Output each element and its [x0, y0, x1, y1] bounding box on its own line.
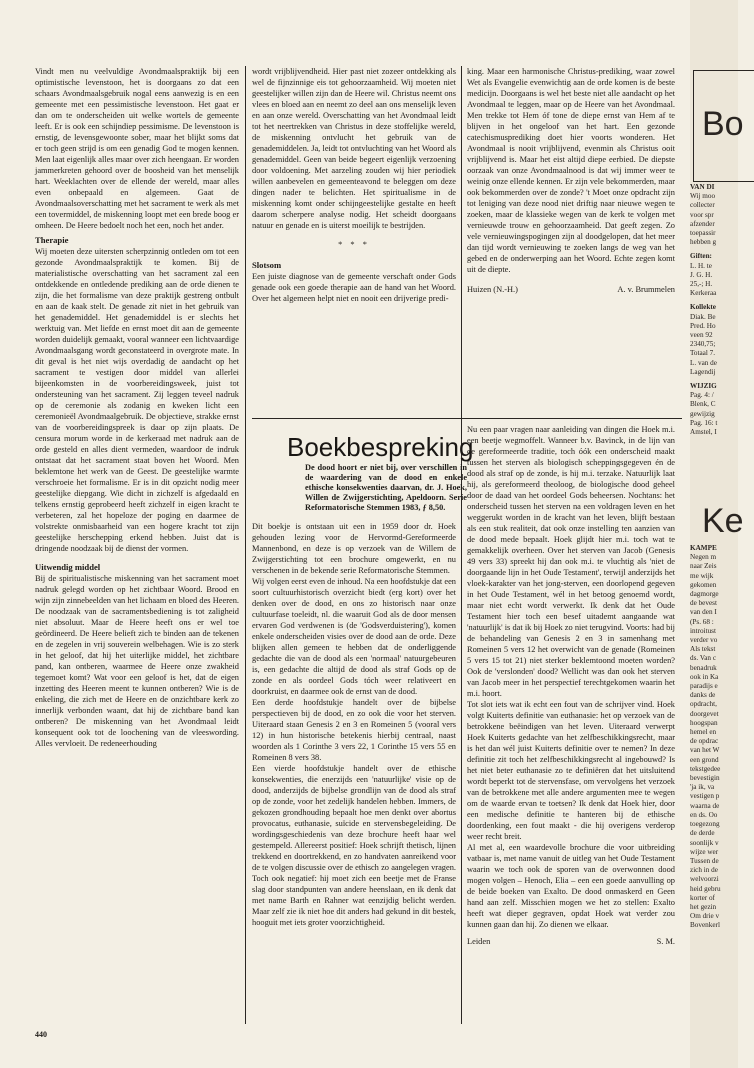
article-signature	[467, 284, 675, 295]
review-signature	[467, 936, 675, 947]
adjacent-line: hebben g	[690, 238, 717, 247]
middle-column-top	[252, 66, 456, 412]
adjacent-line: (Ps. 68 :	[690, 617, 714, 626]
adjacent-line: ook in Ka	[690, 672, 719, 681]
adjacent-subheading: Giften:	[690, 252, 712, 261]
paragraph: Bij de spiritualistische miskenning van het sacrament moet nadruk gelegd worden op het zichtbaar Woord. Brood en wijn zijn zinnebeelden van het lichaam en bloed des Heeren. De noodzaak van de sacramentsbediening is tot zaligheid niet absoluut. Maar de Heere heeft ons er wel toe geördineerd. De Heere belieft zich te binden aan de tekenen en de zegelen in vrij souverein welbehagen. Wie is zo sterk in het geloof, dat hij het uiterlijke middel, het zichtbare pand, kan ontberen, waarmee de Heere onze zwakheid tegemoet komt? Wat voor een geloof is het, dat de eigen inzetting des Heeren meent te kunnen ontberen? Wie is de enkeling, die zich met de Heere en de onzichtbare kerk zo innerlijk verbonden waant, dat hij de zichtbare band kan ontberen? De miskenning van het Avondmaal leidt konsequent ook tot de loochening van de vleeswording. Alles vervloeit. De redeneerhouding	[35, 574, 239, 748]
adjacent-line: collecter	[690, 201, 715, 210]
paragraph: Dit boekje is ontstaan uit een in 1959 door dr. Hoek gehouden lezing voor de Hervormd-Gereformeerde Mannenbond, en deze is op verzoek van de Willem de Zwijgerstichting tot een brochure omgewerkt, en nu verschenen in de bekende serie Reformatorische Stemmen.	[252, 522, 456, 575]
adjacent-line: gekomen	[690, 580, 717, 589]
review-book-info: De dood hoort er niet bij, over verschillen in de waardering van de dood en enkele ethische konsekwenties daarvan, dr. J. Hoek, Willen de Zwijgerstichting, Apeldoorn. Serie Reformatorische Stemmen 1983, ƒ 8,50.	[305, 463, 467, 512]
adjacent-subheading: Kollekte	[690, 303, 716, 312]
adjacent-line: afzender	[690, 219, 715, 228]
adjacent-heading-mid: Ke	[702, 502, 744, 540]
adjacent-line: danks de	[690, 691, 716, 700]
adjacent-line: opdracht,	[690, 700, 717, 709]
adjacent-line: Kerkeraa	[690, 289, 717, 298]
adjacent-line: me wijk	[690, 571, 714, 580]
adjacent-line: van den I	[690, 608, 717, 617]
adjacent-text-block	[690, 183, 717, 437]
adjacent-line: de derde	[690, 829, 715, 838]
adjacent-page-strip	[690, 0, 744, 1068]
adjacent-line: Pag. 16: t	[690, 418, 718, 427]
paragraph: Tot slot iets wat ik echt een fout van de schrijver vind. Hoek volgt Kuiterts definitie van euthanasie: het op verzoek van de betrokkene beëindigen van het leven. Uiteraard verwerpt Hoek Kuiterts gedachte van het zelfbeschikkingsrecht, maar is het dan wél juist Kuiterts definitie over te nemen? In deze definitie zit toch het zelfbeschikkingsrecht al ingebouwd? Is het niet beter euthanasie zo te definiëren dat het uitsluitend wordt beperkt tot de stervensfase, om vervolgens het verzoek van de betrokkene met alle andere argumenten mee te wegen om de waarde ervan te toetsen? Ik denk dat Hoek hier, door een medische definitie te hanteren bij de ethische doordenking, een fout maakt - die hij overigens verderop weer recht breit.	[467, 700, 675, 841]
adjacent-line: dagmorge	[690, 590, 719, 599]
paragraph: wordt vrijblijvendheid. Hier past niet zozeer ontdekking als wel de fijnzinnige eis tot gehoorzaamheid. Wij moeten niet geestelijker willen zijn dan de Heere wil. Christus neemt ons vlees en bloed aan en neemt zo deel aan ons menselijk leven en aan onze wereld. Overschatting van het Avondmaal leidt tot het neertrekken van Christus in deze stoffelijke wereld, de miskenning ontvlucht het gebruik van de genademiddelen. Ja, leidt tot ontvluchting van het Woord als genademiddel. Geen van beide begeert eigenlijk verzoening door voldoening. Met aarzeling zouden wij hier periodiek willen aanbevelen en gemeenteavond te beleggen om deze dingen nader te belichten. Het spiritualisme in de miskenning komt onder schijngeestelijke gestalte en heeft daarom scherpere analyse nodig. Het scheidt doorgaans natuur en genade en is uiterst moeilijk te bestrijden.	[252, 67, 456, 230]
adjacent-lines	[690, 391, 717, 437]
adjacent-lines	[690, 553, 721, 930]
adjacent-line: J. G. H.	[690, 270, 713, 279]
review-heading: Boekbespreking	[287, 432, 474, 462]
column-divider	[245, 66, 246, 1024]
adjacent-line: wijze wer	[690, 847, 719, 856]
adjacent-line: 25,-; H.	[690, 280, 713, 289]
adjacent-lines	[690, 262, 717, 299]
adjacent-text-block	[690, 544, 721, 931]
signature-author: A. v. Brummelen	[617, 285, 675, 294]
paragraph: king. Maar een harmonische Christus-prediking, waar zowel Wet als Evangelie evenwichtig aan de orde komen is de beste medicijn. Doorgaans is wel het beste niet alle aandacht op het Avondmaal te leggen, maar op de Heere van het Avondmaal. Men trekke tot Hem óf tone de diepe ernst van Hem af te blijven in het ongeloof van het hart. Een gezonde catechismusprediking doet hier voorts wonderen. Het Avondmaal is nooit vrijblijvend, evenmin als Christus ooit vrijblijvend is. Maar het eist altijd diepe eerbied. De diepste oorzaak van onze Avondmaalnood is dat wij immer weer te weinig onze ellende kennen. Er zijn vele bekommerden, maar ook bekommerden over de zonde? 't Moet onze opdracht zijn tot leniging van deze nood niet driftig naar nieuwe wegen te zoeken, maar de klassieke wegen van de kerk te volgen met vernieuwde trouw en gehoorzaamheid. Dat geeft zegen. Zo vele vernieuwingspogingen zijn al doodgelopen, dat het meer dan tijd wordt vernieuwing te zoeken langs de weg van het gebed en de onderwerping aan het Woord. Echte zegen komt uit de diepte.	[467, 67, 675, 274]
section-heading-therapie: Therapie	[35, 235, 69, 245]
section-heading-uitwendig-middel: Uitwendig middel	[35, 562, 101, 572]
adjacent-line: korter of	[690, 893, 715, 902]
adjacent-lines	[690, 313, 717, 377]
adjacent-heading-top: Bo	[702, 105, 744, 143]
signature-place: Leiden	[467, 937, 491, 946]
adjacent-line: heid gebru	[690, 884, 721, 893]
adjacent-line: de bevest	[690, 599, 717, 608]
adjacent-line: 2340,75;	[690, 340, 716, 349]
page-number: 440	[35, 1030, 47, 1039]
adjacent-line: L. van de	[690, 358, 717, 367]
column-divider	[461, 66, 462, 1024]
adjacent-line: Om drie v	[690, 912, 720, 921]
left-column	[35, 66, 239, 1024]
section-rule	[252, 418, 682, 419]
adjacent-line: de opdrac	[690, 737, 719, 746]
adjacent-subheading: KAMPE	[690, 544, 717, 552]
paragraph: Vindt men nu veelvuldige Avondmaalspraktijk bij een optimistische levenstoon, het is doorgaans zo dat een schaars Avondmaalsgebruik nogal eens aanwezig is en een gemeente met een pessimistische levenstoon. Het gaat er dan om te onderscheiden uit welke wortels de gemeente leeft. Er is ook een schijndiep pessimisme. De levenstoon is ernstig, de levensgewoonte sober, maar het blijkt soms dat er toch geen strijd is om een genadig God te mogen kennen. Men laat eigenlijk alles maar over zich heengaan. Er worden jammerkreten gehoord over de boosheid van het menselijk hart. Weeklachten over de ellende der wereld, maar alles even onbepaald en algemeen. Gaat de Avondmaalsoverschatting met het sacrament te werk als met een tovermiddel, de miskenning loopt met een brede boog er omheen. De Heere bedoelt noch het een, noch het ander.	[35, 67, 239, 230]
adjacent-line: toegezong	[690, 820, 720, 829]
adjacent-line: Amstel, I	[690, 428, 717, 437]
signature-initials: S. M.	[656, 937, 675, 946]
adjacent-line: benadruk	[690, 663, 717, 672]
adjacent-line: Wij moo	[690, 192, 716, 201]
section-heading-slotsom: Slotsom	[252, 260, 282, 270]
adjacent-line: soonlijk v	[690, 838, 719, 847]
adjacent-line: Pred. Ho	[690, 321, 716, 330]
adjacent-line: veen 92	[690, 331, 713, 340]
adjacent-line: bevestigin	[690, 774, 720, 783]
adjacent-line: tekstgedee	[690, 764, 721, 773]
adjacent-line: en ds. Oo	[690, 810, 718, 819]
paragraph: Een derde hoofdstukje handelt over de bijbelse perspectieven bij de dood, en zo ook die voor het sterven. Uiteraard staan Genesis 2 en 3 en Romeinen 5 (vooral vers 12) in hun historische betekenis hierbij centraal, naast woorden als 1 Corinthe 3 vers 22, 1 Corinthe 15 vers 55 en Romeinen 8 vers 38.	[252, 698, 456, 762]
adjacent-line: Blenk, C	[690, 400, 716, 409]
adjacent-subheading: WIJZIG	[690, 382, 717, 391]
paragraph: Wij moeten deze uitersten scherpzinnig ontleden om tot een gezonde Avondmaalspraktijk te komen. Bij de materialistische overschatting van het sacrament zal een ontdekkende en ontledende prediking aan de orde dienen te zijn, die het formalisme van deze praktijk gestreng ontbult en aan de kaak stelt. De genade zit niet in het gebruik van het genademiddel. Het genademiddel is er slechts het werktuig van. Met liefde en ernst moet dit aan de gemeente worden duidelijk gemaakt, vooral wanneer een lichtvaardige Avondmaalsgang wordt geconstateerd in overgrote mate. In dit geval is het niet wijs overdadig de aandacht op het sacrament te vestigen door middel van allerlei bijeenkomsten in de voorbereidingsweek, juist tot ondersteuning van het sacrament. Zij leggen teveel nadruk op de ceremonie als zodanig en kweken licht een ceremonieël Avondmaalgebruik. De objectieve, strakke ernst van de voorbereidingspreek is daar op zijn plaats. De censura morum worde in de kerkeraad met nadruk aan de orde gesteld en alles dient vermeden, waardoor de indruk ontstaat dat het sacrament staat boven het Woord. Men beklemtone het werk van de Geest. De geestelijke warmte verschroeie het formalisme. Er is in dit opzicht nodig meer geestelijke diepgang. Wie dicht in zichzelf is afgedaald en telkens ernstig geprobeerd heeft zichzelf in eigen kracht te verbeteren, zal het hopeloze der poging en daarmee de volstrekte onmisbaarheid van een hogere kracht tot zijn geestelijke herschepping erkend hebben. Juist dat is dringende noodzaak bij de dienst der vormen.	[35, 247, 239, 553]
adjacent-line: Bovenkerl	[690, 921, 720, 930]
adjacent-line: het gezin	[690, 902, 717, 911]
review-middle-column	[252, 521, 456, 1024]
adjacent-line: doorgevet	[690, 709, 719, 718]
adjacent-line: hemel en	[690, 728, 717, 737]
adjacent-line: een grond	[690, 755, 719, 764]
adjacent-line: gewijzig	[690, 409, 715, 418]
adjacent-line: ds. Van c	[690, 654, 717, 663]
adjacent-line: Negen m	[690, 553, 717, 562]
adjacent-line: waarna de	[690, 801, 720, 810]
adjacent-line: Pag. 4: /	[690, 391, 714, 400]
adjacent-line: Lagendij	[690, 367, 716, 376]
paragraph: Nu een paar vragen naar aanleiding van dingen die Hoek m.i. een beetje wegmoffelt. Wanneer b.v. Bavinck, in de lijn van de gereformeerde traditie, toch óók een onderscheid maakt tussen het sterven als biologisch scheppingsgegeven én de dood als straf op de zonde, is hij m.i. terzake. Natuurlijk laat hij, als gereformeerd theoloog, de biologische dood geheel door de daad van het oordeel Gods beheersen. Nochtans: het onderscheid tussen het sterven na een voldragen leven en het weggerukt worden in de kracht van het leven, blijft bestaan als een stuk realiteit, dat ook onze instelling ten aanzien van de dood mede bepaalt. Hoek glijdt hier m.i. toch wat te gemakkelijk overheen. Over het sterven van Jacob (Genesis 49 vers 33) spreekt hij dan ook m.i. te vluchtig als 'niet de doorgaande lijn in het Oude Testament', terwijl anderzijds het vloek-karakter van het jong-sterven, een doorlopend gegeven in het Oude Testament, wél in het betoog genoemd wordt, maar niet echt wordt verwerkt. Ik denk dat het Oude Testament hier toch een besef uitademt aangaande wat 'natuurlijk' is dat ik bij Hoek zo niet terugvind. Voorts: had bij de behandeling van Genesis 2 en 3 in samenhang met Romeinen 5 vers 12 het overwicht van de genade (Romeinen 5 vers 15 tot 21) niet sterker beklemtoond moeten worden? Ook de 'verslonden' dood? Wellicht was dan ook het sterven van Jacob meer in het perspectief terechtgekomen waarin het m.i. hoort.	[467, 425, 675, 698]
signature-place: Huizen (N.-H.)	[467, 285, 518, 294]
adjacent-line: voor spr	[690, 210, 714, 219]
adjacent-line: vestigen p	[690, 792, 720, 801]
adjacent-line: introitust	[690, 626, 716, 635]
section-separator-stars: * * *	[338, 240, 370, 249]
adjacent-line: zich in de	[690, 866, 718, 875]
paragraph: Al met al, een waardevolle brochure die voor uitbreiding vatbaar is, met name vanuit de uitleg van het Oude Testament waarin we toch ook de sporen van de overwonnen dood mogen volgen – Henoch, Elia – een een goede aanvulling op de beide boeken van Exalto. De dood onmaskerd en Geen hand aan zelf. Misschien mogen we het zo stellen: Exalto heeft wat dieper gegraven, opdat Hoek wat verder zou kunnen gaan dan hij. Zo dienen we elkaar.	[467, 843, 675, 929]
adjacent-line: paradijs e	[690, 682, 718, 691]
adjacent-line: Diak. Be	[690, 312, 716, 321]
adjacent-line: verder vo	[690, 636, 718, 645]
adjacent-line: Als tekst	[690, 645, 716, 654]
paragraph: Een vierde hoofdstukje handelt over de ethische konsekwenties, die enerzijds een 'natuurlijke' visie op de dood, anderzijds de bijbelse grondlijn van de dood als straf op de zonde, voor het zedelijk handelen hebben. Immers, de gekozen grondhouding bepaalt hoe men denkt over abortus provocatus, euthanasie, suïcide en stervensbegeleiding. De wordingsgeschiedenis van deze brochure heeft haar wel gestempeld. Allereerst positief: Hoek schrijft thetisch, lijnen trekkend en doortrekkend, en zo handvaten aanreikend voor de te volgen discussie over de ethisch zo aangelegen vragen. Toch ook negatief: hij moet zich een beetje met de Franse slag door standpunten van andere heenslaan, en ik denk dat met name Barth en Rahner wat eenzijdig belicht werden. Maar zelf zie ik niet hoe dit anders had gekund in dit bestek, hooguit met iets groter voorzichtigheid.	[252, 764, 456, 927]
adjacent-line: Tussen de	[690, 856, 719, 865]
adjacent-line: L. H. te	[690, 261, 712, 270]
adjacent-line: naar Zeis	[690, 562, 717, 571]
adjacent-line: welvoorzi	[690, 875, 719, 884]
adjacent-subheading: VAN DI	[690, 183, 715, 191]
adjacent-line: 'ja ik, va	[690, 783, 715, 792]
adjacent-line: van het W	[690, 746, 720, 755]
right-column-top	[467, 66, 675, 412]
adjacent-lines	[690, 192, 717, 247]
adjacent-line: Totaal 7.	[690, 349, 716, 358]
adjacent-line: toepassir	[690, 229, 716, 238]
paragraph: Wij volgen eerst even de inhoud. Na een hoofdstukje dat een soort cultuurhistorisch overzicht biedt (erg kort) over het denken over de dood, en ons zo historisch naar onze cultuurfase toeleidt, nl. die waaruit God als de door mensen ervaren God verdwenen is (de 'Godsverduistering'), komen enkele onderscheiden visies over de dood aan de orde. Deze blijken allen gemeen te hebben dat de onderliggende gedachte die van de dood als een 'normaal' natuurgebeuren is, een gedachte die altijd de dood als straf Gods op de zonde en als oordeel Gods tóch weer relativeert en doorkruist, en daarmee ook de ernst van de dood.	[252, 577, 456, 696]
review-right-column	[467, 424, 675, 1024]
paragraph: Een juiste diagnose van de gemeente verschaft onder Gods genade ook een goede therapie aan de hand van het Woord. Over het algemeen helpt niet en nooit een drijverige predi-	[252, 272, 456, 303]
adjacent-line: hoogspan	[690, 718, 718, 727]
